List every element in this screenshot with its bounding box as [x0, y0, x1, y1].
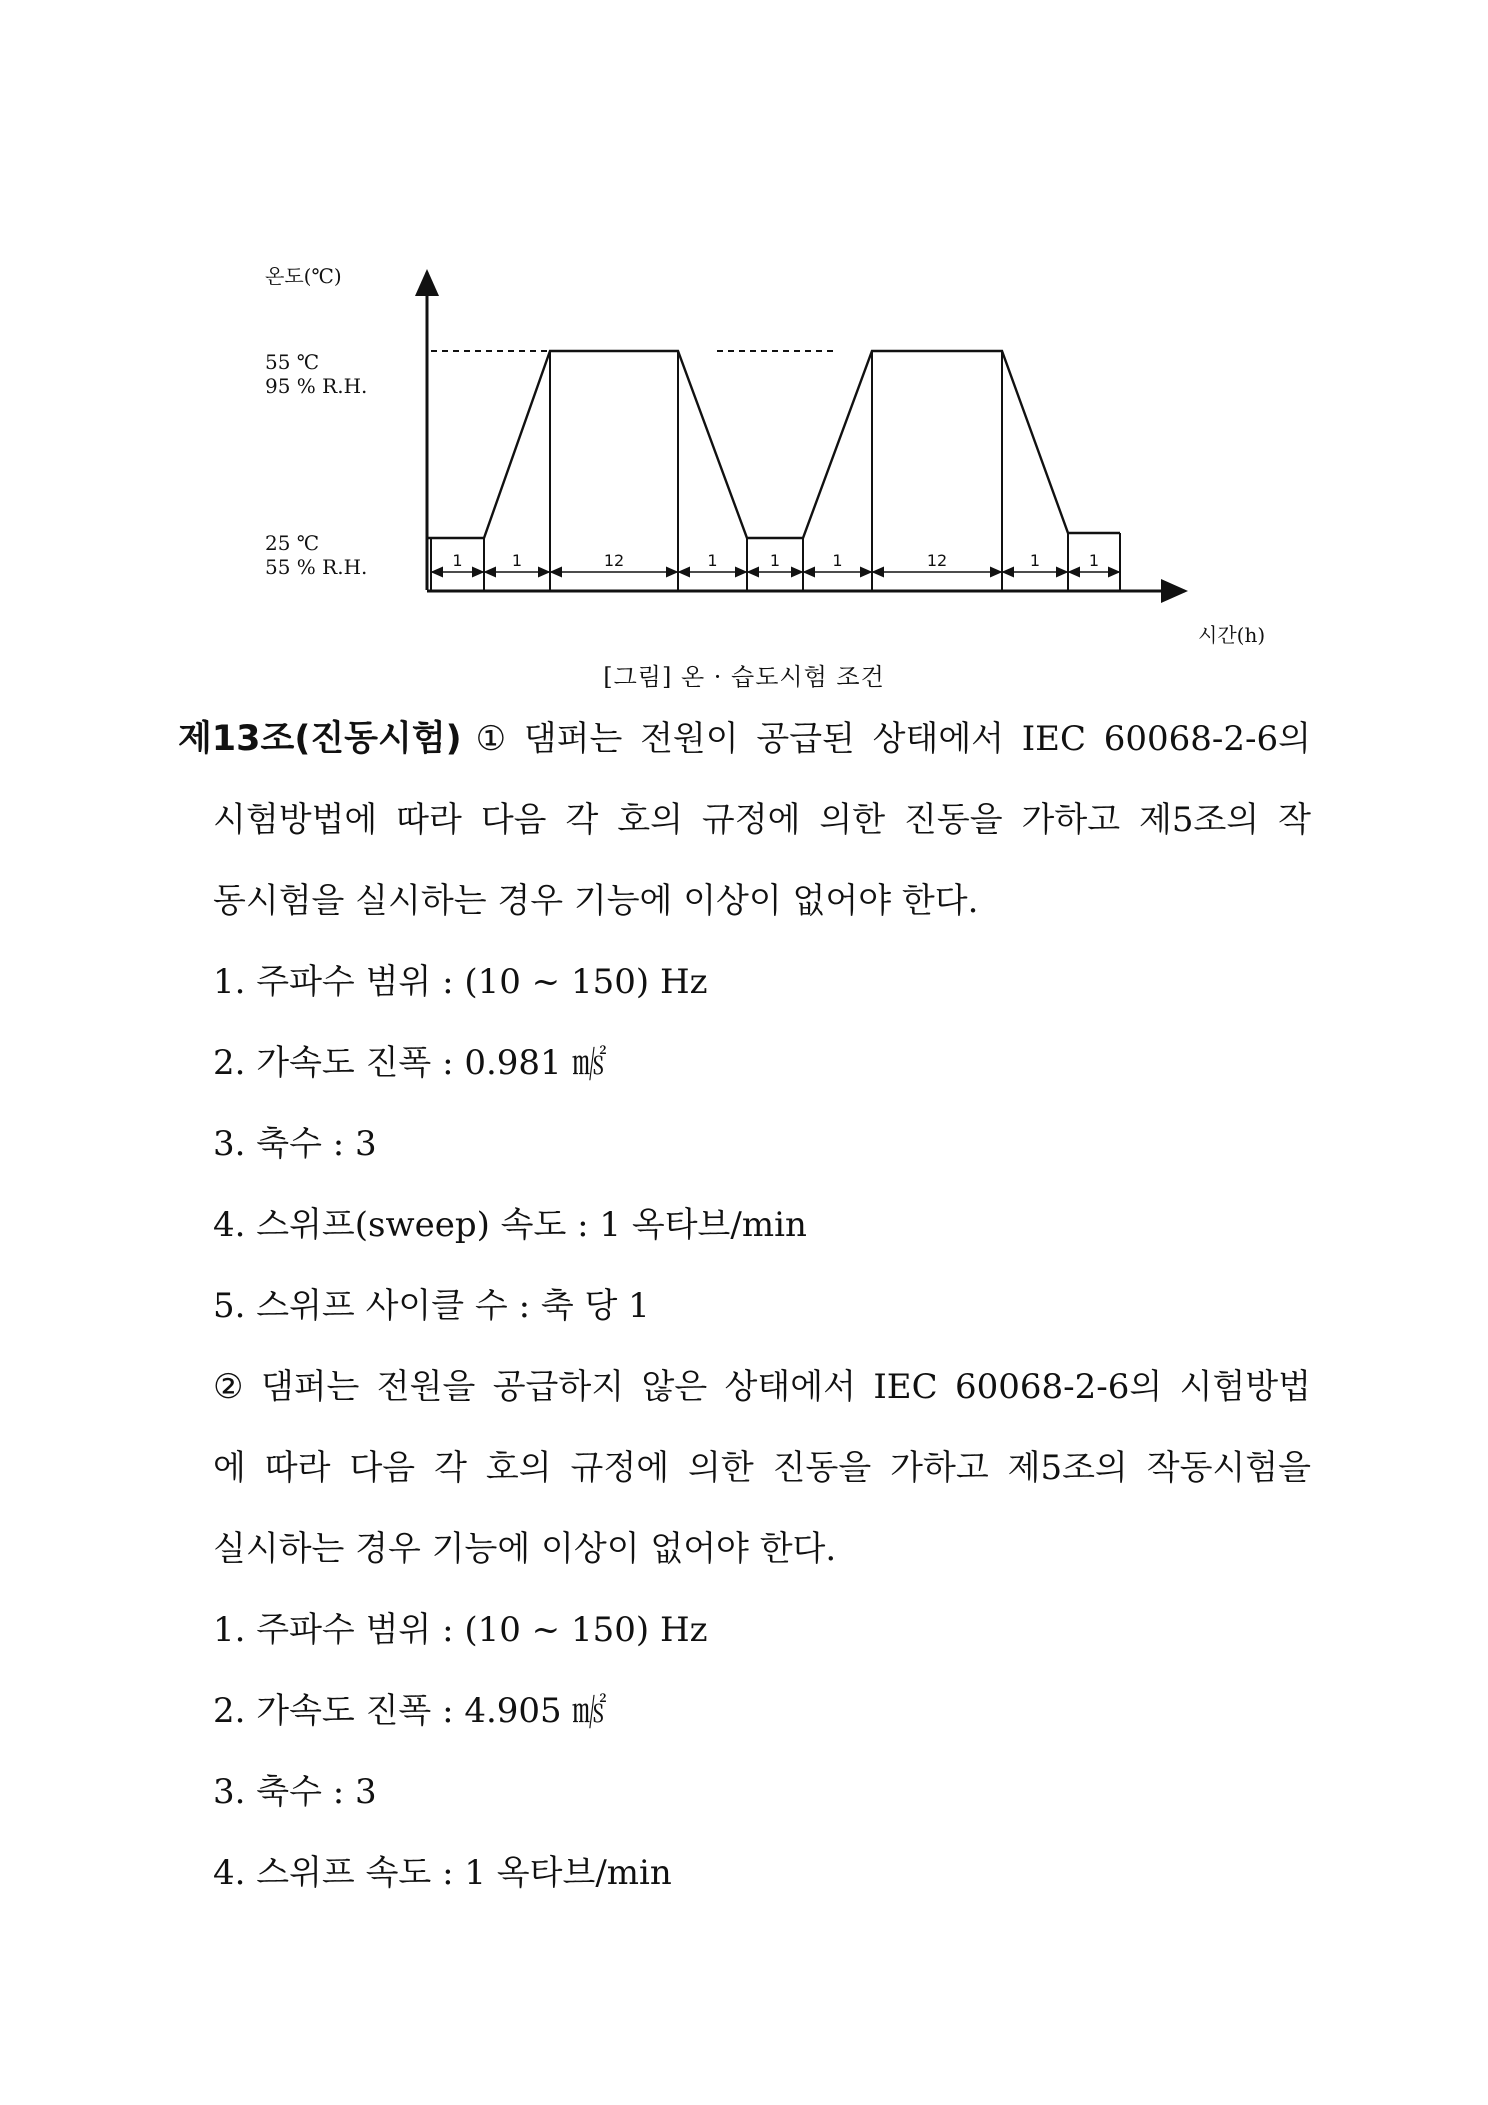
y-axis-label: 온도(℃) — [265, 264, 342, 288]
list1-item5: 5. 스위프 사이클 수 : 축 당 1 — [213, 1286, 650, 1326]
para1-line2 — [213, 800, 1311, 840]
high-temp-label: 55 ℃ — [265, 350, 320, 374]
word: 전원을 — [376, 1367, 476, 1407]
duration-label: 1 — [1088, 551, 1100, 570]
word: 공급하지 — [492, 1367, 625, 1407]
word: 따라 — [264, 1448, 331, 1488]
temperature-humidity-figure — [0, 0, 1488, 700]
x-axis-label: 시간(h) — [1198, 623, 1266, 647]
word: 의한 — [819, 800, 886, 840]
duration-label: 1 — [832, 551, 843, 570]
low-rh-label: 55 % R.H. — [265, 555, 368, 579]
figure-caption: [그림] 온 · 습도시험 조건 — [603, 663, 885, 691]
para1-line1 — [178, 719, 1311, 759]
word: 규정에 — [701, 800, 801, 840]
word: 다음 — [349, 1448, 416, 1488]
word: ① — [475, 719, 507, 759]
duration-label: 1 — [1029, 551, 1041, 570]
word: 공급된 — [756, 719, 855, 759]
word: 60068-2-6의 — [954, 1367, 1163, 1407]
word: 가하고 — [1021, 800, 1121, 840]
word: 않은 — [641, 1367, 708, 1407]
duration-label: 1 — [707, 551, 718, 570]
list2-item1: 1. 주파수 범위 : (10 ~ 150) Hz — [213, 1610, 708, 1650]
word: ② — [213, 1367, 244, 1407]
word: 시험방법 — [1179, 1367, 1311, 1407]
list2-item4: 4. 스위프 속도 : 1 옥타브/min — [213, 1853, 672, 1893]
word: 전원이 — [640, 719, 739, 759]
para2-line3: 실시하는 경우 기능에 이상이 없어야 한다. — [213, 1529, 837, 1569]
duration-label: 1 — [511, 551, 523, 570]
word: 가하고 — [890, 1448, 989, 1488]
word: 댐퍼는 — [260, 1367, 360, 1407]
word: 상태에서 — [872, 719, 1005, 759]
word: 60068-2-6의 — [1103, 719, 1311, 759]
word: 호의 — [617, 800, 683, 840]
word: 규정에 — [570, 1448, 670, 1488]
list1-item4: 4. 스위프(sweep) 속도 : 1 옥타브/min — [213, 1205, 807, 1245]
duration-label: 12 — [603, 551, 625, 570]
word: 각 — [434, 1448, 467, 1488]
word: 의한 — [688, 1448, 754, 1488]
article-heading: 제13조(진동시험) — [178, 719, 462, 759]
word: 각 — [565, 800, 599, 840]
temperature-profile-line — [427, 351, 1120, 538]
word: 제5조의 — [1007, 1448, 1128, 1488]
para1-line1-text — [475, 719, 1311, 759]
word: IEC — [1021, 719, 1087, 759]
word: 에 — [213, 1448, 246, 1488]
low-temp-label: 25 ℃ — [265, 531, 320, 555]
high-rh-label: 95 % R.H. — [265, 374, 368, 398]
profile-diagram — [0, 0, 1488, 700]
para1-line3: 동시험을 실시하는 경우 기능에 이상이 없어야 한다. — [213, 881, 979, 921]
word: 다음 — [480, 800, 547, 840]
word: 상태에서 — [724, 1367, 856, 1407]
word: 진동을 — [904, 800, 1003, 840]
duration-label: 1 — [452, 551, 463, 570]
word: 댐퍼는 — [523, 719, 623, 759]
word: 따라 — [396, 800, 462, 840]
list2-item2: 2. 가속도 진폭 : 4.905 ㎨ — [213, 1691, 607, 1731]
word: 시험방법에 — [213, 800, 378, 840]
word: IEC — [873, 1367, 938, 1407]
list1-item3: 3. 축수 : 3 — [213, 1124, 377, 1164]
para2-line2 — [213, 1448, 1311, 1488]
para2-line1 — [213, 1367, 1311, 1407]
list2-item3: 3. 축수 : 3 — [213, 1772, 377, 1812]
duration-arrows — [432, 551, 1119, 572]
list1-item2: 2. 가속도 진폭 : 0.981 ㎨ — [213, 1043, 607, 1083]
word: 작동시험을 — [1146, 1448, 1311, 1488]
duration-label: 1 — [769, 551, 781, 570]
word: 제5조의 — [1138, 800, 1260, 840]
word: 작 — [1278, 800, 1311, 840]
word: 진동을 — [772, 1448, 872, 1488]
list1-item1: 1. 주파수 범위 : (10 ~ 150) Hz — [213, 962, 708, 1002]
word: 호의 — [485, 1448, 552, 1488]
duration-label: 12 — [926, 551, 948, 570]
